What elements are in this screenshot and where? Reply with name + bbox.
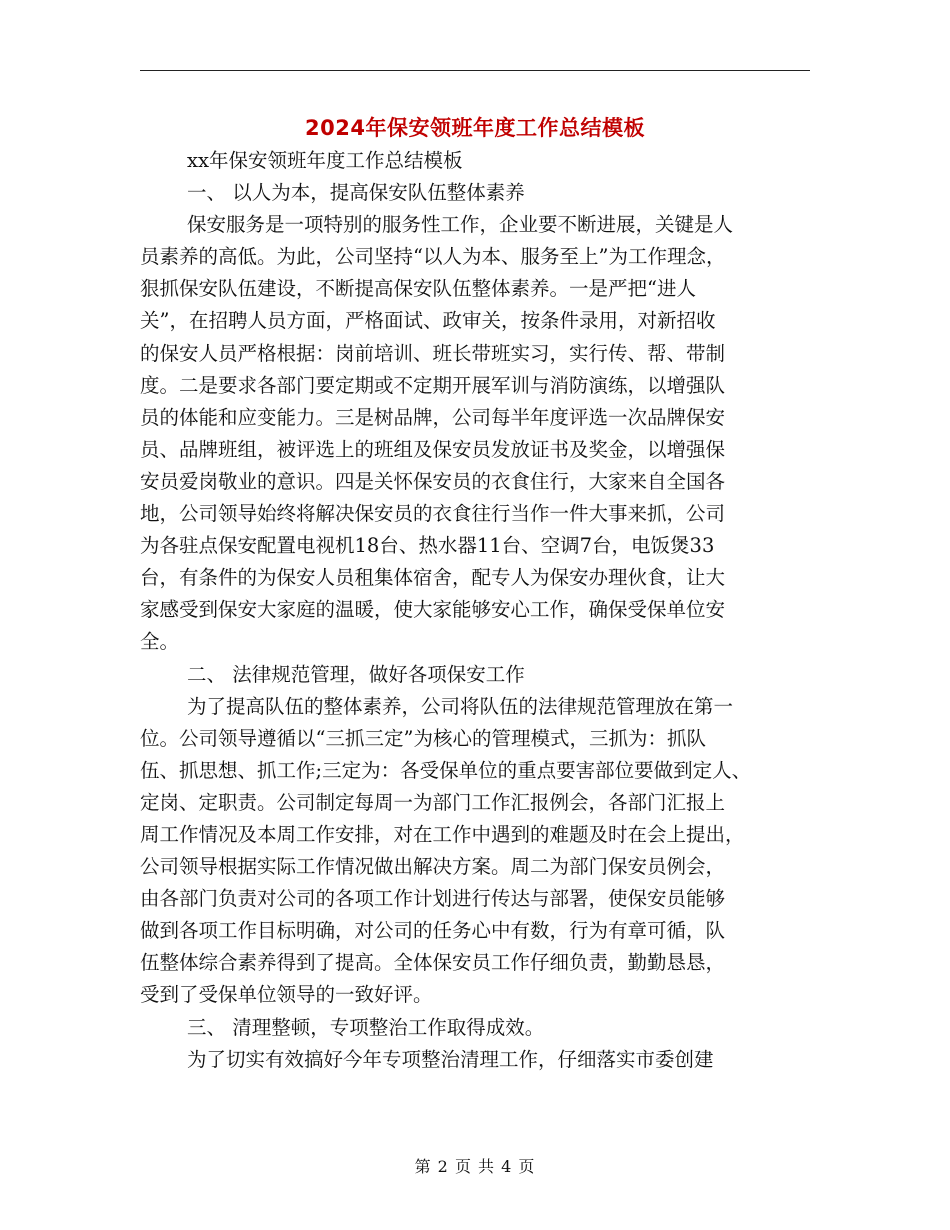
- body-line: 二、 法律规范管理，做好各项保安工作: [187, 662, 525, 686]
- body-line: 关”，在招聘人员方面，严格面试、政审关，按条件录用，对新招收: [140, 309, 716, 333]
- body-line: 伍、抓思想、抓工作;三定为：各受保单位的重点要害部位要做到定人、: [140, 758, 752, 782]
- body-line: 定岗、定职责。公司制定每周一为部门工作汇报例会，各部门汇报上: [140, 790, 726, 814]
- body-line: 位。公司领导遵循以“三抓三定”为核心的管理模式，三抓为：抓队: [140, 726, 706, 750]
- body-line: 由各部门负责对公司的各项工作计划进行传达与部署，使保安员能够: [140, 887, 726, 911]
- body-line: 伍整体综合素养得到了提高。全体保安员工作仔细负责，勤勤恳恳，: [140, 951, 726, 975]
- body-line: 一、 以人为本，提高保安队伍整体素养: [187, 181, 525, 205]
- body-line: 的保安人员严格根据：岗前培训、班长带班实习，实行传、帮、带制: [140, 341, 726, 365]
- body-line: 地，公司领导始终将解决保安员的衣食往行当作一件大事来抓，公司: [140, 502, 726, 526]
- body-line: xx年保安领班年度工作总结模板: [187, 149, 463, 172]
- body-line: 为各驻点保安配置电视机18台、热水器11台、空调7台，电饭煲33: [140, 534, 715, 558]
- body-line: 保安服务是一项特别的服务性工作，企业要不断进展，关键是人: [187, 213, 734, 237]
- body-line: 周工作情况及本周工作安排，对在工作中遇到的难题及时在会上提出，: [140, 822, 745, 846]
- body-line: 三、 清理整顿，专项整治工作取得成效。: [187, 1015, 545, 1039]
- page-footer: 第 2 页 共 4 页: [414, 1157, 536, 1176]
- body-line: 台，有条件的为保安人员租集体宿舍，配专人为保安办理伙食，让大: [140, 566, 726, 590]
- document-title: 2024年保安领班年度工作总结模板: [305, 116, 645, 140]
- header-rule: [140, 70, 810, 71]
- body-line: 员的体能和应变能力。三是树品牌，公司每半年度评选一次品牌保安: [140, 405, 726, 429]
- document-body: [140, 145, 822, 1076]
- body-line: 员素养的高低。为此，公司坚持“以人为本、服务至上”为工作理念，: [140, 245, 726, 269]
- body-line: 家感受到保安大家庭的温暖，使大家能够安心工作，确保受保单位安: [140, 598, 726, 622]
- body-line: 做到各项工作目标明确，对公司的任务心中有数，行为有章可循，队: [140, 919, 726, 943]
- body-line: 员、品牌班组，被评选上的班组及保安员发放证书及奖金，以增强保: [140, 437, 726, 461]
- body-line: 度。二是要求各部门要定期或不定期开展军训与消防演练，以增强队: [140, 373, 726, 397]
- body-line: 全。: [140, 630, 180, 654]
- body-line: 为了切实有效搞好今年专项整治清理工作，仔细落实市委创建: [187, 1047, 714, 1071]
- body-line: 狠抓保安队伍建设，不断提高保安队伍整体素养。一是严把“进人: [140, 277, 696, 301]
- body-line: 安员爱岗敬业的意识。四是关怀保安员的衣食住行，大家来自全国各: [140, 469, 726, 493]
- body-line: 受到了受保单位领导的一致好评。: [140, 983, 433, 1007]
- body-line: 公司领导根据实际工作情况做出解决方案。周二为部门保安员例会，: [140, 855, 726, 879]
- body-line: 为了提高队伍的整体素养，公司将队伍的法律规范管理放在第一: [187, 694, 734, 718]
